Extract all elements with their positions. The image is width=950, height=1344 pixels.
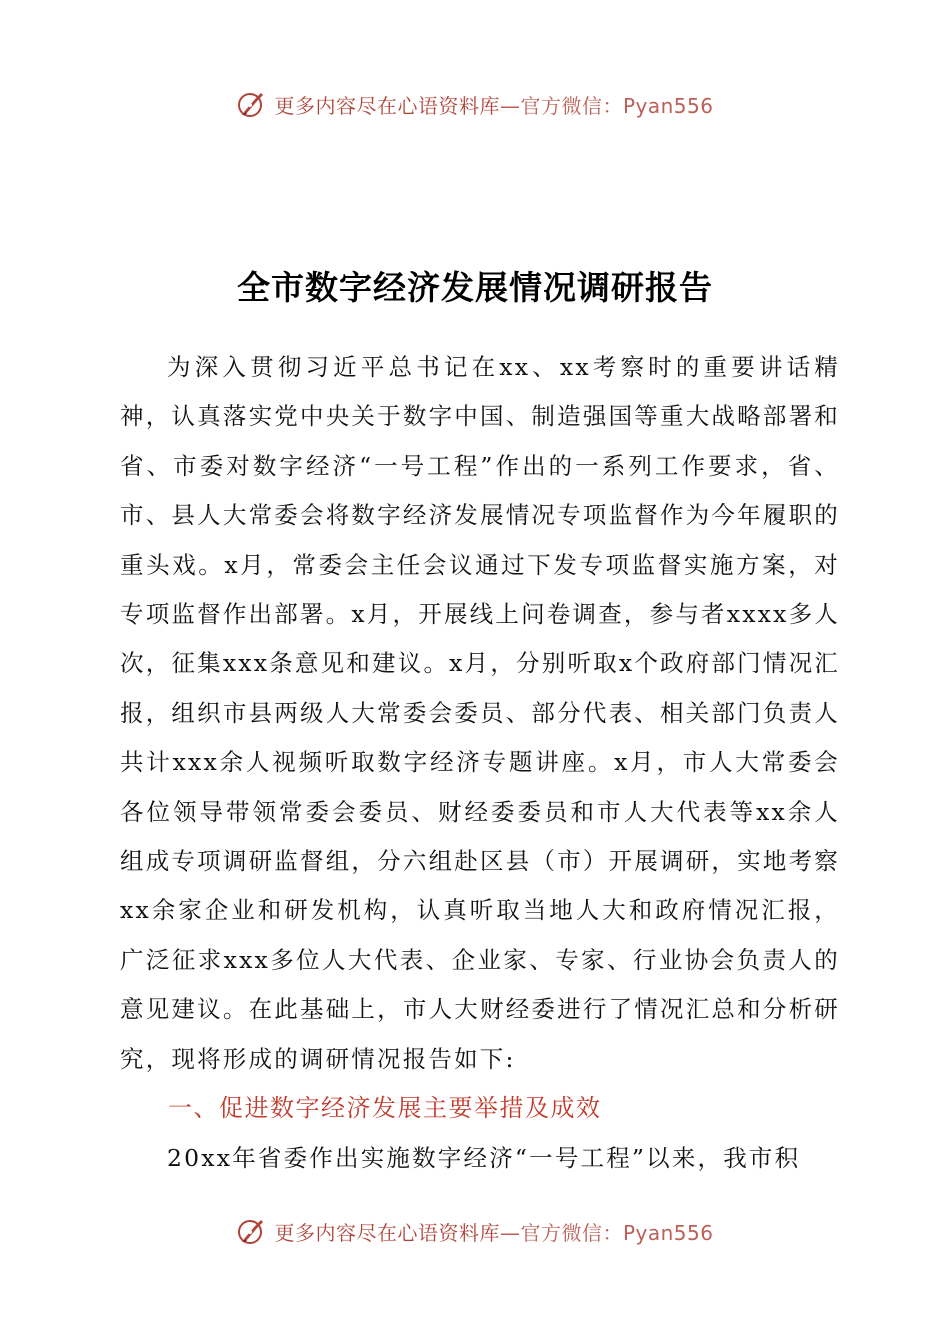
watermark-text-rest: —官方微信：Pyan556 <box>499 93 714 118</box>
section-paragraph: 20xx年省委作出实施数字经济“一号工程”以来，我市积 <box>167 1143 801 1172</box>
section-heading: 一、促进数字经济发展主要举措及成效 <box>168 1094 602 1123</box>
pen-nib-logo-icon <box>236 88 268 120</box>
footer-watermark-banner <box>0 1211 950 1251</box>
document-body <box>120 343 840 1183</box>
header-watermark-banner <box>0 84 950 124</box>
watermark-text <box>274 1217 713 1246</box>
watermark-text-lead: 更多内容尽在心语资料库 <box>274 1220 500 1245</box>
watermark-text-rest: —官方微信：Pyan556 <box>499 1220 714 1245</box>
pen-nib-logo-icon <box>236 1215 268 1247</box>
document-title: 全市数字经济发展情况调研报告 <box>237 268 713 307</box>
watermark-text-lead: 更多内容尽在心语资料库 <box>274 93 500 118</box>
intro-paragraph: 为深入贯彻习近平总书记在xx、xx考察时的重要讲话精神，认真落实党中央关于数字中国、制造强国等重大战略部署和省、市委对数字经济“一号工程”作出的一系列工作要求，省、市、县人大常委会将数字经济发展情况专项监督作为今年履职的重头戏。x月，常委会主任会议通过下发专项监督实施方案，对专项监督作出部署。x月，开展线上问卷调查，参与者xxxx多人次，征集xxx条意见和建议。x月，分别听取x个政府部门情况汇报，组织市县两级人大常委会委员、部分代表、相关部门负责人共计xxx余人视频听取数字经济专题讲座。x月，市人大常委会各位领导带领常委会委员、财经委委员和市人大代表等xx余人组成专项调研监督组，分六组赴区县（市）开展调研，实地考察xx余家企业和研发机构，认真听取当地人大和政府情况汇报，广泛征求xxx多位人大代表、企业家、专家、行业协会负责人的意见建议。在此基础上，市人大财经委进行了情况汇总和分析研究，现将形成的调研情况报告如下: <box>120 353 840 1073</box>
watermark-text <box>274 90 713 119</box>
